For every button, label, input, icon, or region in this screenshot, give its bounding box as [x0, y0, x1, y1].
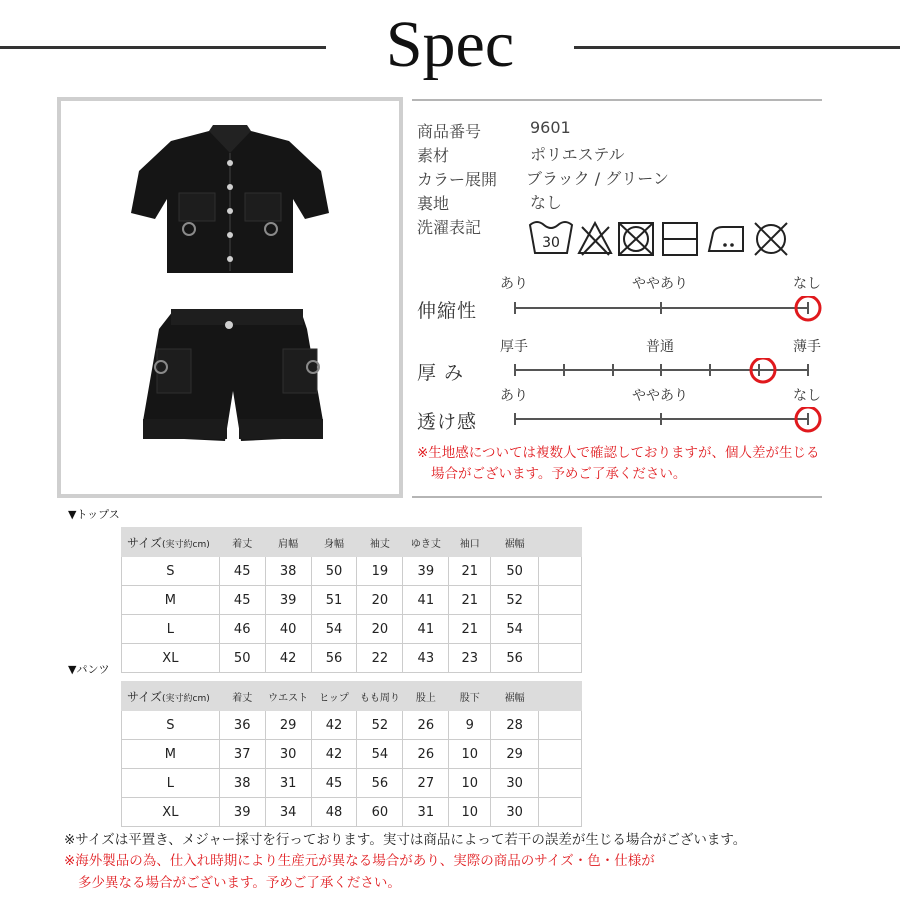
table-cell: 30 [265, 740, 311, 769]
table-cell: M [122, 740, 220, 769]
table-cell: 45 [311, 769, 357, 798]
no-bleach-icon [579, 223, 611, 255]
pants-section-label: ▼パンツ [68, 663, 110, 676]
tops-header-row [122, 528, 582, 557]
pants-header-col: 裾幅 [491, 682, 539, 711]
scale-stretch-name: 伸縮性 [417, 300, 478, 322]
table-cell: 23 [449, 644, 491, 673]
table-cell: 54 [491, 615, 539, 644]
table-cell [539, 557, 582, 586]
table-cell: 45 [219, 557, 265, 586]
tops-size-table [121, 527, 582, 673]
table-cell: 50 [311, 557, 357, 586]
pants-header-col: 着丈 [219, 682, 265, 711]
spec-label-material: 素材 [417, 146, 450, 165]
tops-header-col: 裾幅 [491, 528, 539, 557]
scale-thickness-name: 厚 み [417, 362, 465, 384]
table-cell [539, 740, 582, 769]
table-cell: 54 [311, 615, 357, 644]
table-cell [539, 711, 582, 740]
scale-thickness-mid: 普通 [646, 339, 674, 355]
scale-stretch-right: なし [793, 276, 821, 292]
table-cell: L [122, 769, 220, 798]
table-row [122, 615, 582, 644]
table-cell: 42 [265, 644, 311, 673]
pants-header-size: サイズ(実寸約cm) [122, 682, 220, 711]
scale-stretch-left: あり [500, 276, 528, 292]
table-row [122, 711, 582, 740]
table-cell: S [122, 711, 220, 740]
pants-header-col: 股上 [403, 682, 449, 711]
table-cell: 39 [219, 798, 265, 827]
tops-header-col: 身幅 [311, 528, 357, 557]
scale-thickness-right: 薄手 [793, 339, 821, 355]
tops-header-size: サイズ(実寸約cm) [122, 528, 220, 557]
fabric-note-line2: 場合がございます。予めご了承ください。 [431, 466, 687, 482]
title-rule-right [574, 46, 900, 49]
table-cell: 27 [403, 769, 449, 798]
table-cell: 52 [491, 586, 539, 615]
spec-value-lining: なし [530, 193, 563, 212]
table-cell: 29 [265, 711, 311, 740]
table-cell: M [122, 586, 220, 615]
table-cell: L [122, 615, 220, 644]
spec-bottom-rule [412, 496, 822, 498]
shirt-image [131, 125, 329, 273]
spec-label-item-no: 商品番号 [417, 122, 482, 141]
table-cell: 31 [265, 769, 311, 798]
table-cell: 10 [449, 740, 491, 769]
table-cell: XL [122, 644, 220, 673]
table-cell: 42 [311, 711, 357, 740]
table-cell: 36 [219, 711, 265, 740]
pants-header-col: 股下 [449, 682, 491, 711]
table-cell: 21 [449, 586, 491, 615]
pants-header-col: ウエスト [265, 682, 311, 711]
table-cell: 54 [357, 740, 403, 769]
table-row [122, 644, 582, 673]
table-cell: XL [122, 798, 220, 827]
table-cell [539, 644, 582, 673]
table-cell [539, 586, 582, 615]
scale-sheer-mid: ややあり [632, 388, 688, 404]
table-cell: 56 [357, 769, 403, 798]
table-cell: 48 [311, 798, 357, 827]
spec-value-material: ポリエステル [530, 145, 625, 164]
no-dryclean-icon [755, 223, 787, 255]
tops-header-col: 袖丈 [357, 528, 403, 557]
table-cell: 37 [219, 740, 265, 769]
table-cell: 34 [265, 798, 311, 827]
table-cell: 30 [491, 798, 539, 827]
pants-size-table [121, 681, 582, 827]
wash-30-icon [530, 222, 572, 253]
pants-header-col: もも周り [357, 682, 403, 711]
scale-stretch-bar [505, 296, 825, 324]
table-cell: 46 [219, 615, 265, 644]
fabric-note-line1: ※生地感については複数人で確認しておりますが、個人差が生じる [417, 445, 820, 461]
table-cell: 31 [403, 798, 449, 827]
table-cell: 19 [357, 557, 403, 586]
table-cell: 41 [403, 615, 449, 644]
footer-import-note-line2: 多少異なる場合がございます。予めご了承ください。 [78, 875, 401, 891]
table-cell: 60 [357, 798, 403, 827]
table-cell: 20 [357, 586, 403, 615]
table-cell: 30 [491, 769, 539, 798]
table-cell: 51 [311, 586, 357, 615]
pants-header-col: ヒップ [311, 682, 357, 711]
table-cell: 39 [403, 557, 449, 586]
table-cell [539, 769, 582, 798]
footer-size-note: ※サイズは平置き、メジャー採寸を行っております。実寸は商品によって若干の誤差が生じる場合がございます。 [64, 832, 747, 848]
table-row [122, 798, 582, 827]
table-cell: 28 [491, 711, 539, 740]
table-cell: 50 [219, 644, 265, 673]
table-row [122, 740, 582, 769]
table-cell: 45 [219, 586, 265, 615]
table-cell: 39 [265, 586, 311, 615]
tops-header-col: 袖口 [449, 528, 491, 557]
scale-sheer-name: 透け感 [417, 411, 478, 433]
table-cell: 50 [491, 557, 539, 586]
table-cell: 42 [311, 740, 357, 769]
spec-label-care: 洗濯表記 [417, 218, 482, 237]
page-title: Spec [385, 8, 515, 81]
table-row [122, 586, 582, 615]
tops-header-col [539, 528, 582, 557]
table-cell: 21 [449, 615, 491, 644]
fabric-note [417, 443, 857, 485]
spec-label-colors: カラー展開 [417, 170, 498, 189]
table-row [122, 769, 582, 798]
table-cell [539, 615, 582, 644]
table-cell: 38 [265, 557, 311, 586]
table-cell: 40 [265, 615, 311, 644]
table-cell [539, 798, 582, 827]
spec-label-lining: 裏地 [417, 194, 450, 213]
iron-low-icon [709, 227, 743, 251]
no-tumble-dry-icon [619, 223, 653, 255]
table-cell: 52 [357, 711, 403, 740]
table-cell: 56 [491, 644, 539, 673]
scale-thickness-left: 厚手 [500, 339, 528, 355]
svg-text:30: 30 [542, 235, 560, 251]
table-row [122, 557, 582, 586]
pants-header-row [122, 682, 582, 711]
product-photo [57, 97, 403, 498]
table-cell: 56 [311, 644, 357, 673]
title-rule-left [0, 46, 326, 49]
scale-sheer-left: あり [500, 388, 528, 404]
table-cell: 38 [219, 769, 265, 798]
table-cell: 29 [491, 740, 539, 769]
table-cell: S [122, 557, 220, 586]
spec-value-colors: ブラック / グリーン [526, 169, 669, 188]
product-illustration [61, 101, 399, 494]
tops-header-col: 着丈 [219, 528, 265, 557]
table-cell: 20 [357, 615, 403, 644]
table-cell: 43 [403, 644, 449, 673]
table-cell: 22 [357, 644, 403, 673]
spec-value-item-no: 9601 [530, 118, 571, 137]
scale-sheer-bar [505, 407, 825, 435]
table-cell: 10 [449, 769, 491, 798]
scale-thickness-bar [505, 358, 825, 386]
pants-header-col [539, 682, 582, 711]
table-cell: 21 [449, 557, 491, 586]
table-cell: 26 [403, 711, 449, 740]
table-cell: 26 [403, 740, 449, 769]
footer-import-note-line1: ※海外製品の為、仕入れ時期により生産元が異なる場合があり、実際の商品のサイズ・色・仕様が [64, 853, 655, 869]
scale-stretch-mid: ややあり [632, 276, 688, 292]
tops-header-col: 肩幅 [265, 528, 311, 557]
table-cell: 41 [403, 586, 449, 615]
shorts-image [143, 309, 323, 441]
table-cell: 9 [449, 711, 491, 740]
spec-top-rule [412, 99, 822, 101]
line-dry-icon [663, 223, 697, 255]
care-icons [527, 215, 797, 257]
scale-sheer-right: なし [793, 388, 821, 404]
tops-header-col: ゆき丈 [403, 528, 449, 557]
tops-section-label: ▼トップス [68, 508, 120, 521]
table-cell: 10 [449, 798, 491, 827]
